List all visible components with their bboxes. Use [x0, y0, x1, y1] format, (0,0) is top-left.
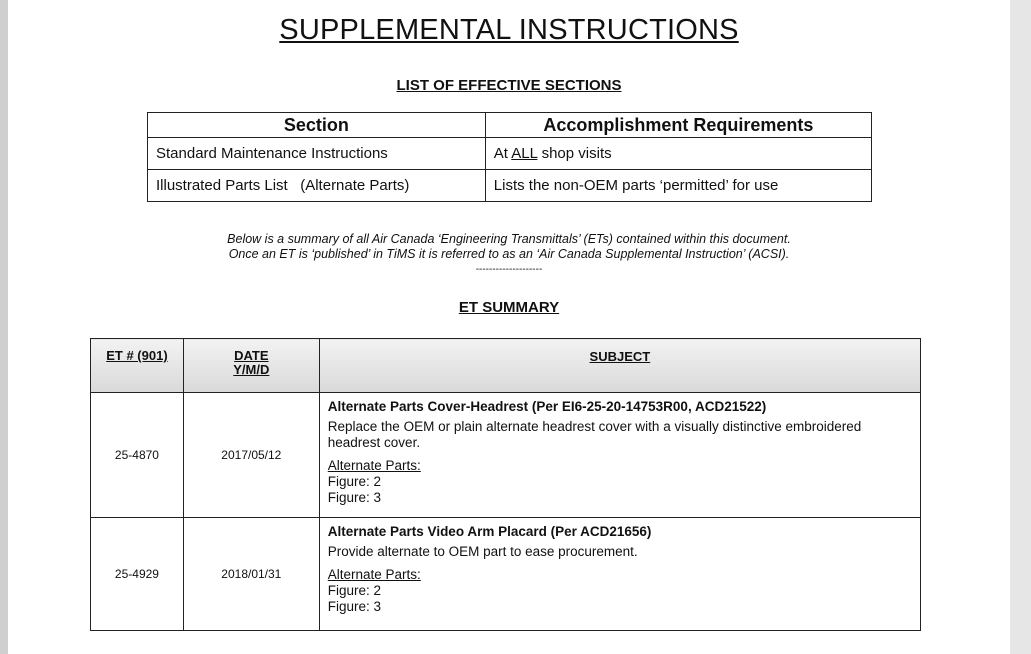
- table-row: [148, 170, 872, 202]
- figure-ref: Figure: 3: [327, 490, 382, 505]
- subject-title: Alternate Parts Cover-Headrest (Per EI6-25-20-14753R00, ACD21522): [327, 399, 767, 414]
- page-title: SUPPLEMENTAL INSTRUCTIONS: [279, 14, 739, 46]
- et-summary-heading: ET SUMMARY: [458, 299, 560, 316]
- table-row: [148, 138, 872, 170]
- alternate-parts-label: Alternate Parts:: [327, 458, 421, 473]
- alternate-parts-label: Alternate Parts:: [327, 567, 421, 582]
- figure-ref: Figure: 3: [327, 599, 382, 614]
- et-number: 25-4870: [91, 393, 184, 518]
- col-header-requirements: Accomplishment Requirements: [485, 113, 871, 138]
- summary-note: [8, 232, 1010, 262]
- requirement-cell: At ALL shop visits: [485, 138, 871, 170]
- table-row: [91, 393, 921, 518]
- table-row: [91, 518, 921, 631]
- page-edge: [1010, 0, 1031, 654]
- col-header-date: DATE Y/M/D: [183, 339, 319, 393]
- summary-line-2: Once an ET is ‘published’ in TiMS it is referred to as an ‘Air Canada Supplemental Instruction’ (ACSI).: [228, 247, 790, 261]
- summary-line-1: Below is a summary of all Air Canada ‘Engineering Transmittals’ (ETs) contained within this document.: [227, 232, 791, 246]
- figure-ref: Figure: 2: [327, 583, 382, 598]
- col-header-section: Section: [148, 113, 486, 138]
- section-cell: Standard Maintenance Instructions: [148, 138, 486, 170]
- effective-sections-heading: LIST OF EFFECTIVE SECTIONS: [396, 77, 622, 94]
- effective-sections-table: [147, 112, 872, 202]
- requirement-cell: Lists the non-OEM parts ‘permitted’ for use: [485, 170, 871, 202]
- figure-ref: Figure: 2: [327, 474, 382, 489]
- et-subject: [319, 393, 920, 518]
- col-header-subject: SUBJECT: [319, 339, 920, 393]
- section-cell: Illustrated Parts List (Alternate Parts): [148, 170, 486, 202]
- subject-description: Replace the OEM or plain alternate headrest cover with a visually distinctive embroidered headrest cover.: [327, 419, 862, 450]
- subject-title: Alternate Parts Video Arm Placard (Per ACD21656): [327, 524, 652, 539]
- et-date: 2018/01/31: [183, 518, 319, 631]
- subject-description: Provide alternate to OEM part to ease procurement.: [327, 544, 638, 559]
- dash-divider: --------------------: [475, 264, 543, 275]
- document-page: [8, 0, 1010, 654]
- et-date: 2017/05/12: [183, 393, 319, 518]
- et-number: 25-4929: [91, 518, 184, 631]
- et-summary-table: [90, 338, 921, 631]
- col-header-et: ET # (901): [91, 339, 184, 393]
- et-subject: [319, 518, 920, 631]
